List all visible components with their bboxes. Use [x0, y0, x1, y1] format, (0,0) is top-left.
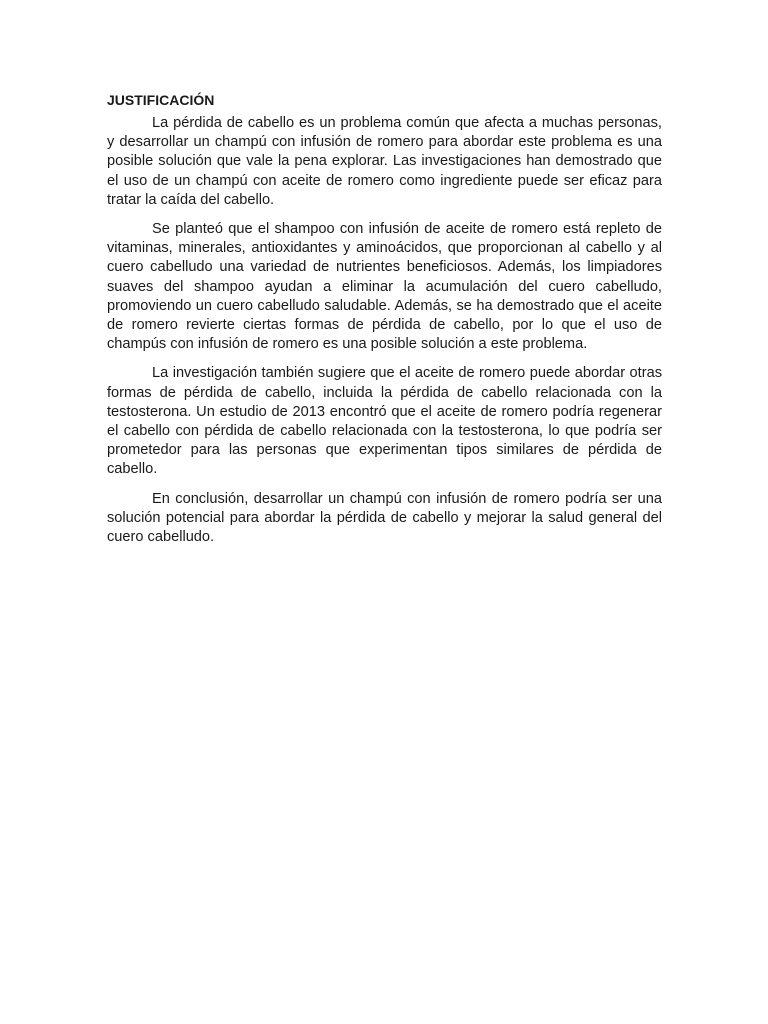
- paragraph-1: La pérdida de cabello es un problema común que afecta a muchas personas, y desarrollar un champú con infusión de romero para abordar este problema es una posible solución que vale la pena explorar. Las investigaciones han demostrado que el uso de un champú con aceite de romero como ingrediente puede ser eficaz para tratar la caída del cabello.: [107, 115, 662, 208]
- paragraph-3: La investigación también sugiere que el aceite de romero puede abordar otras formas de pérdida de cabello, incluida la pérdida de cabello relacionada con la testosterona. Un estudio de 2013 encontró que el aceite de romero podría regenerar el cabello con pérdida de cabello relacionada con la testosterona, lo que podría ser prometedor para las personas que experimentan tipos similares de pérdida de cabello.: [107, 365, 662, 478]
- paragraph-2: Se planteó que el shampoo con infusión de aceite de romero está repleto de vitaminas, minerales, antioxidantes y aminoácidos, que proporcionan al cabello y al cuero cabelludo una variedad de nutrientes beneficiosos. Además, los limpiadores suaves del shampoo ayudan a eliminar la acumulación del cuero cabelludo, promoviendo un cuero cabelludo saludable. Además, se ha demostrado que el aceite de romero revierte ciertas formas de pérdida de cabello, por lo que el uso de champús con infusión de romero es una posible solución a este problema.: [107, 221, 662, 353]
- section-heading: JUSTIFICACIÓN: [107, 92, 215, 108]
- paragraph-4: En conclusión, desarrollar un champú con infusión de romero podría ser una solución potencial para abordar la pérdida de cabello y mejorar la salud general del cuero cabelludo.: [107, 490, 662, 546]
